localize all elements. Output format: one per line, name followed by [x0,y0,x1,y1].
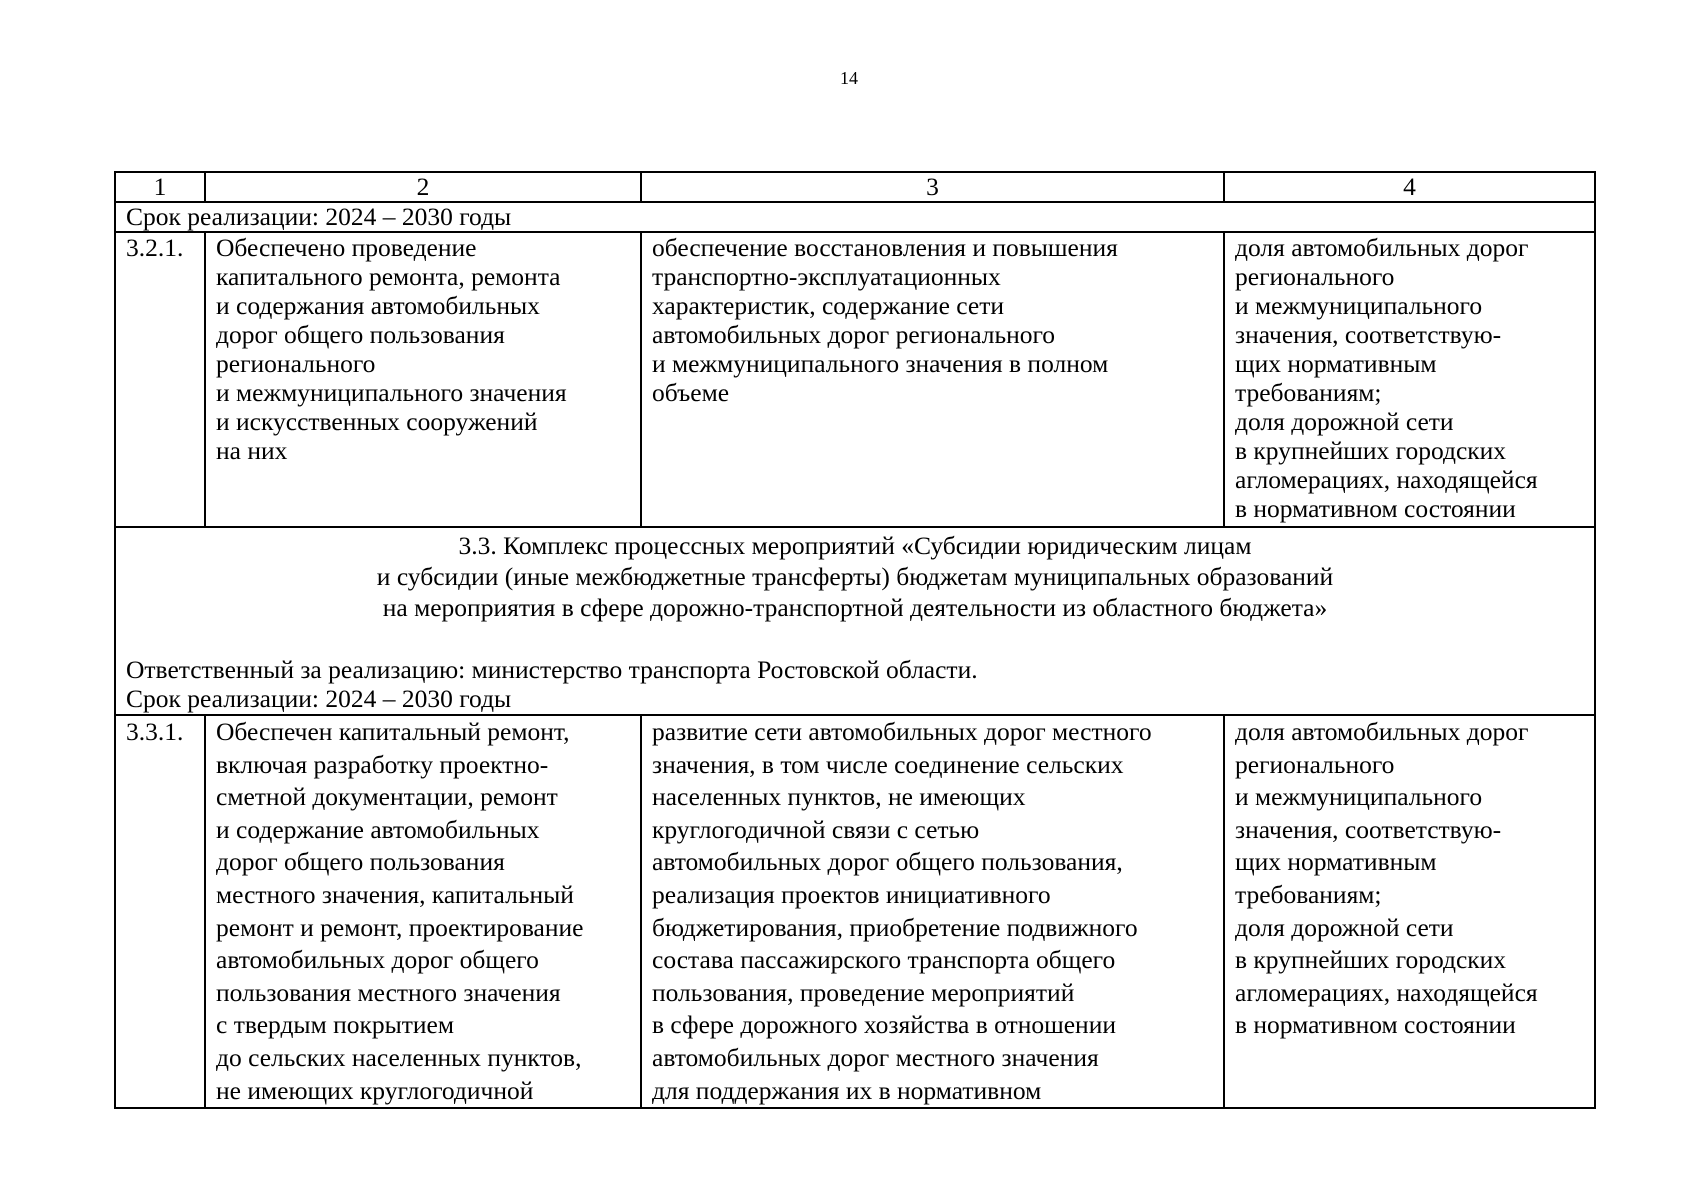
page-number: 14 [840,68,858,88]
table-row [115,232,1595,527]
description-cell: развитие сети автомобильных дорог местного значения, в том числе соединение сельских населенных пунктов, не имеющих круглогодичной связи с сетью автомобильных дорог общего пользования, реализация проектов инициативного бюджетирования, приобретение подвижного состава пассажирского транспорта общего пользования, проведение мероприятий в сфере дорожного хозяйства в отношении автомобильных дорог местного значения для поддержания их в нормативном [641,715,1224,1108]
header-col-3: 3 [641,172,1224,202]
section-title [126,528,1584,623]
section-responsible: Ответственный за реализацию: министерство транспорта Ростовской области. [126,655,978,684]
table-row [115,715,1595,1108]
header-col-2: 2 [205,172,641,202]
row-number: 3.2.1. [115,232,205,527]
term-text: Срок реализации: 2024 – 2030 годы [115,202,1595,232]
section-title-line: 3.3. Комплекс процессных мероприятий «Субсидии юридическим лицам [458,531,1252,560]
section-cell [115,527,1595,715]
task-cell: Обеспечен капитальный ремонт, включая разработку проектно- сметной документации, ремонт и содержание автомобильных дорог общего пользования местного значения, капитальный ремонт и ремонт, проектирование автомобильных дорог общего пользования местного значения с твердым покрытием до сельских населенных пунктов, не имеющих круглогодичной [205,715,641,1108]
task-cell: Обеспечено проведение капитального ремонта, ремонта и содержания автомобильных дорог общего пользования регионального и межмуниципального значения и искусственных сооружений на них [205,232,641,527]
indicators-cell: доля автомобильных дорог регионального и межмуниципального значения, соответствую- щих нормативным требованиям; доля дорожной сети в крупнейших городских агломерациях, находящейся в нормативном состоянии [1224,232,1595,527]
row-number: 3.3.1. [115,715,205,1108]
indicators-cell: доля автомобильных дорог регионального и межмуниципального значения, соответствую- щих нормативным требованиям; доля дорожной сети в крупнейших городских агломерациях, находящейся в нормативном состоянии [1224,715,1595,1108]
measures-table [114,171,1596,1109]
section-row [115,527,1595,715]
term-row [115,202,1595,232]
header-col-4: 4 [1224,172,1595,202]
description-cell: обеспечение восстановления и повышения транспортно-эксплуатационных характеристик, содержание сети автомобильных дорог регионального и межмуниципального значения в полном объеме [641,232,1224,527]
header-col-1: 1 [115,172,205,202]
section-title-line: и субсидии (иные межбюджетные трансферты) бюджетам муниципальных образований [376,562,1334,591]
table-header-row [115,172,1595,202]
section-title-line: на мероприятия в сфере дорожно-транспортной деятельности из областного бюджета» [382,593,1328,622]
section-term: Срок реализации: 2024 – 2030 годы [126,684,512,713]
